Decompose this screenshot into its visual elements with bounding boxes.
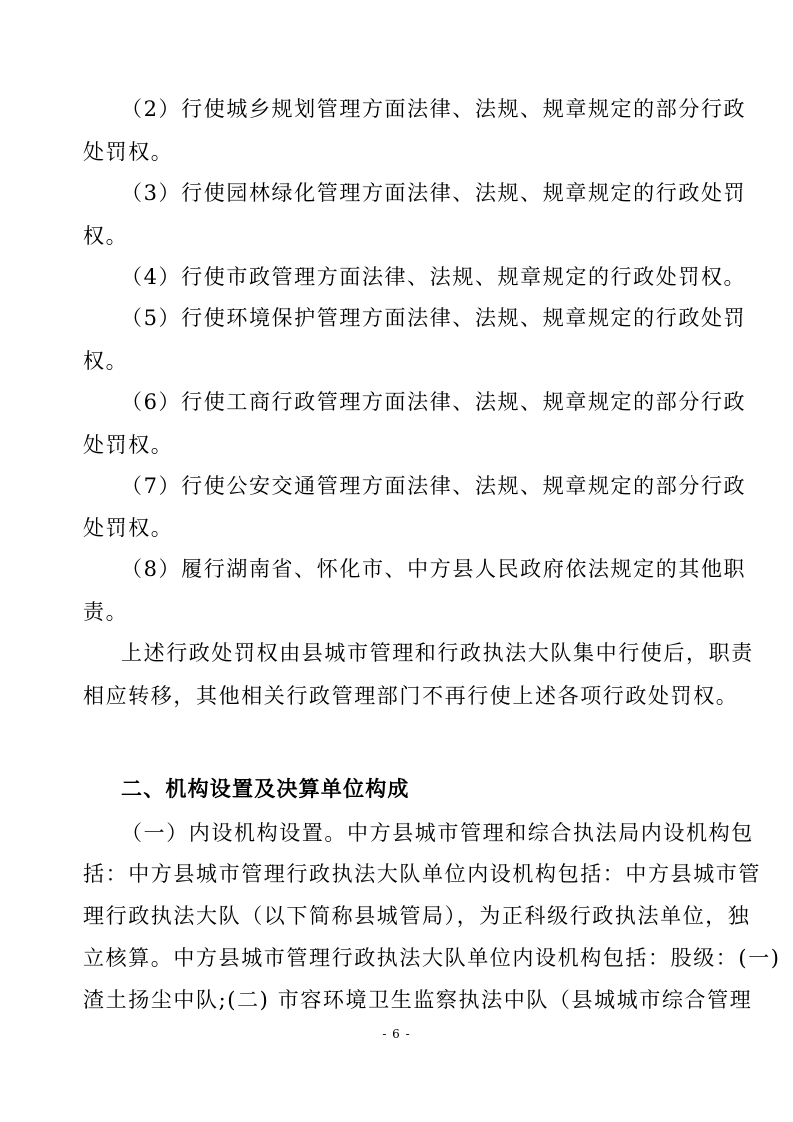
page-number: - 6 - xyxy=(382,1027,411,1041)
paragraph-summary-line-2: 相应转移，其他相关行政管理部门不再行使上述各项行政处罚权。 xyxy=(83,684,739,708)
paragraph-item-6-line-1: （6）行使工商行政管理方面法律、法规、规章规定的部分行政 xyxy=(121,390,747,414)
paragraph-item-3-line-1: （3）行使园林绿化管理方面法律、法规、规章规定的行政处罚 xyxy=(121,181,747,205)
paragraph-item-7-line-1: （7）行使公安交通管理方面法律、法规、规章规定的部分行政 xyxy=(121,474,747,498)
paragraph-item-4: （4）行使市政管理方面法律、法规、规章规定的行政处罚权。 xyxy=(121,265,747,289)
paragraph-item-3-line-2: 权。 xyxy=(83,224,129,248)
section-heading: 二、机构设置及决算单位构成 xyxy=(121,777,410,801)
paragraph-item-7-line-2: 处罚权。 xyxy=(83,516,174,540)
section-paragraph-line-4: 立核算。中方县城市管理行政执法大队单位内设机构包括：股级：(一) xyxy=(83,946,781,970)
paragraph-item-5-line-2: 权。 xyxy=(83,349,129,373)
paragraph-item-8-line-2: 责。 xyxy=(83,600,129,624)
paragraph-summary-line-1: 上述行政处罚权由县城市管理和行政执法大队集中行使后，职责 xyxy=(121,641,754,665)
paragraph-item-2-line-2: 处罚权。 xyxy=(83,140,174,164)
section-paragraph-line-1: （一）内设机构设置。中方县城市管理和综合执法局内设机构包 xyxy=(121,821,754,845)
paragraph-item-5-line-1: （5）行使环境保护管理方面法律、法规、规章规定的行政处罚 xyxy=(121,306,747,330)
section-paragraph-line-5: 渣土扬尘中队;(二) 市容环境卫生监察执法中队（县城城市综合管理 xyxy=(83,988,753,1012)
section-paragraph-line-2: 括：中方县城市管理行政执法大队单位内设机构包括：中方县城市管 xyxy=(83,862,761,886)
paragraph-item-2-line-1: （2）行使城乡规划管理方面法律、法规、规章规定的部分行政 xyxy=(121,97,747,121)
paragraph-item-8-line-1: （8）履行湖南省、怀化市、中方县人民政府依法规定的其他职 xyxy=(121,557,747,581)
paragraph-item-6-line-2: 处罚权。 xyxy=(83,433,174,457)
section-paragraph-line-3: 理行政执法大队（以下简称县城管局），为正科级行政执法单位，独 xyxy=(83,904,751,928)
